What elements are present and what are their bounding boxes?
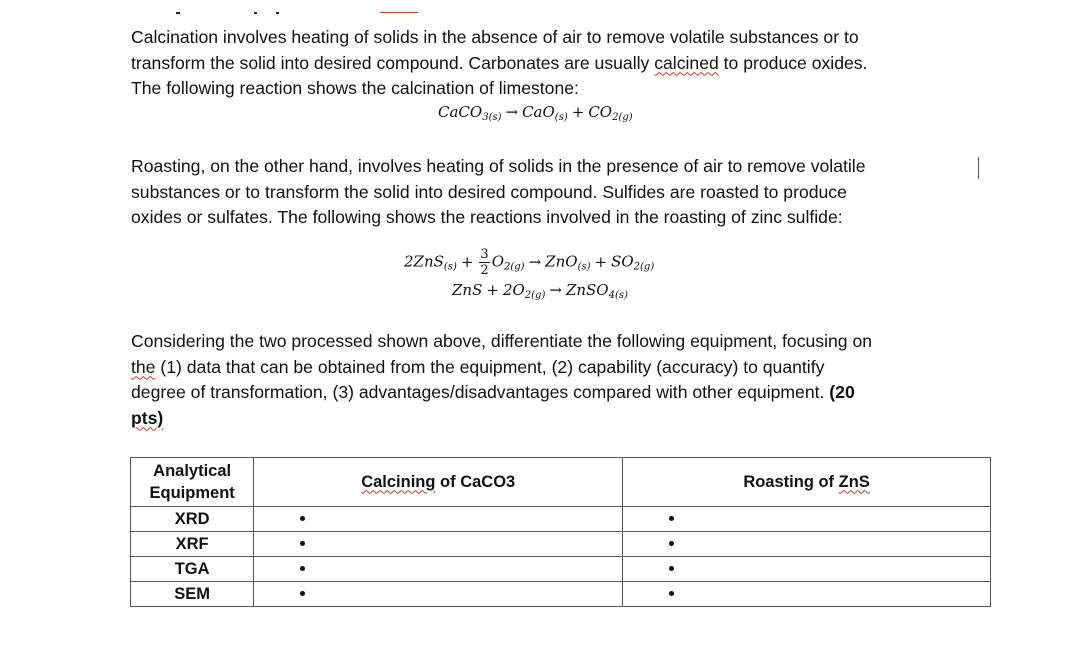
question-line-3a: degree of transformation, (3) advantages/disadvantages compared with other equipment. — [131, 382, 830, 402]
row-label-sem: SEM — [131, 582, 254, 607]
row-label-xrd: XRD — [131, 507, 254, 532]
text-cursor — [978, 157, 979, 179]
table-row — [131, 557, 991, 582]
roasting-line-2: substances or to transform the solid into desired compound. Sulfides are roasted to produce — [131, 181, 847, 202]
calcining-cell-sem[interactable] — [254, 582, 623, 607]
spellcheck-word-calcined[interactable]: calcined — [654, 52, 719, 73]
eq3-reactant-1: ZnS — [452, 281, 483, 299]
roasting-cell-xrf[interactable] — [623, 532, 991, 557]
spellcheck-word-the[interactable]: the — [131, 356, 156, 377]
eq2-fraction-denominator: 2 — [480, 263, 489, 278]
calcining-cell-xrd[interactable] — [254, 507, 623, 532]
eq2-plus-1: + — [460, 252, 474, 271]
header-col3-start: Roasting of — [743, 472, 839, 491]
header-col1-line1: Analytical — [153, 462, 232, 480]
eq3-product: ZnSO — [565, 281, 609, 299]
eq2-product-1-sub: (s) — [577, 261, 591, 273]
eq1-product-1: CaO — [522, 103, 555, 121]
eq3-product-sub: 4(s) — [608, 290, 628, 301]
points-label-end[interactable]: pts) — [131, 407, 164, 428]
header-calcining — [254, 458, 623, 507]
eq2-product-2: SO — [611, 252, 634, 271]
intro-line-2a: transform the solid into desired compound. Carbonates are usually — [131, 52, 655, 73]
intro-line-3: The following reaction shows the calcination of limestone: — [131, 78, 579, 98]
eq2-product-1: ZnO — [545, 252, 578, 271]
spellcheck-word-calcining[interactable]: Calcining — [361, 472, 436, 491]
eq2-plus-2: + — [594, 252, 608, 271]
equation-calcination — [438, 103, 633, 123]
bullet-icon — [300, 591, 305, 596]
row-label-tga: TGA — [131, 557, 254, 582]
eq2-reactant-1: 2ZnS — [404, 252, 444, 271]
table-row — [131, 532, 991, 557]
roasting-line-1: Roasting, on the other hand, involves heating of solids in the presence of air to remove volatile — [131, 156, 866, 176]
eq2-product-2-sub: 2(g) — [633, 261, 655, 273]
table-header-row — [131, 458, 991, 507]
intro-line-1: Calcination involves heating of solids in the absence of air to remove volatile substances or to — [131, 27, 859, 47]
eq2-arrow: → — [528, 252, 542, 271]
question-line-1: Considering the two processed shown above, differentiate the following equipment, focusing on — [131, 331, 873, 351]
calcination-paragraph — [131, 25, 991, 102]
bullet-icon — [300, 541, 305, 546]
header-roasting — [623, 458, 991, 507]
eq1-arrow: → — [505, 103, 519, 121]
points-label-start: (20 — [829, 382, 855, 402]
bullet-icon — [300, 516, 305, 521]
equation-roasting-1 — [404, 248, 654, 277]
roasting-cell-xrd[interactable] — [623, 507, 991, 532]
bullet-icon — [300, 566, 305, 571]
eq1-reactant: CaCO — [438, 103, 483, 121]
eq3-arrow: → — [549, 281, 562, 299]
eq1-product-1-sub: (s) — [554, 112, 568, 123]
eq2-reactant-2-sub: 2(g) — [504, 261, 525, 273]
bullet-icon — [669, 541, 674, 546]
header-col2-rest: of CaCO3 — [435, 472, 516, 491]
roasting-cell-tga[interactable] — [623, 557, 991, 582]
calcining-cell-xrf[interactable] — [254, 532, 623, 557]
question-paragraph — [131, 329, 991, 431]
bullet-icon — [669, 566, 674, 571]
eq1-reactant-sub: 3(s) — [482, 112, 502, 123]
bullet-icon — [669, 516, 674, 521]
equipment-table — [130, 457, 991, 607]
question-line-2b: (1) data that can be obtained from the equipment, (2) capability (accuracy) to quantify — [155, 356, 825, 377]
eq2-fraction — [479, 248, 489, 277]
header-col1-line2: Equipment — [149, 484, 235, 502]
eq3-reactant-2: 2O — [502, 281, 525, 299]
cropped-text-remnant — [176, 12, 416, 18]
header-analytical-equipment — [131, 458, 254, 507]
table-row — [131, 582, 991, 607]
eq1-product-2-sub: 2(g) — [612, 112, 633, 123]
row-label-xrf: XRF — [131, 532, 254, 557]
spellcheck-word-zns[interactable]: ZnS — [838, 472, 870, 491]
roasting-paragraph — [131, 154, 991, 231]
roasting-cell-sem[interactable] — [623, 582, 991, 607]
equation-roasting-2 — [452, 281, 628, 301]
eq3-plus: + — [486, 281, 499, 299]
bullet-icon — [669, 591, 674, 596]
eq2-fraction-numerator: 3 — [480, 247, 489, 262]
table-row — [131, 507, 991, 532]
eq1-product-2: CO — [588, 103, 613, 121]
roasting-line-3: oxides or sulfates. The following shows the reactions involved in the roasting of zinc sulfide: — [131, 207, 843, 227]
eq2-reactant-2: O — [491, 252, 505, 271]
intro-line-2c: to produce oxides. — [718, 52, 868, 73]
eq1-plus: + — [571, 103, 585, 121]
eq2-reactant-1-sub: (s) — [443, 261, 457, 273]
eq3-reactant-2-sub: 2(g) — [524, 290, 546, 301]
calcining-cell-tga[interactable] — [254, 557, 623, 582]
